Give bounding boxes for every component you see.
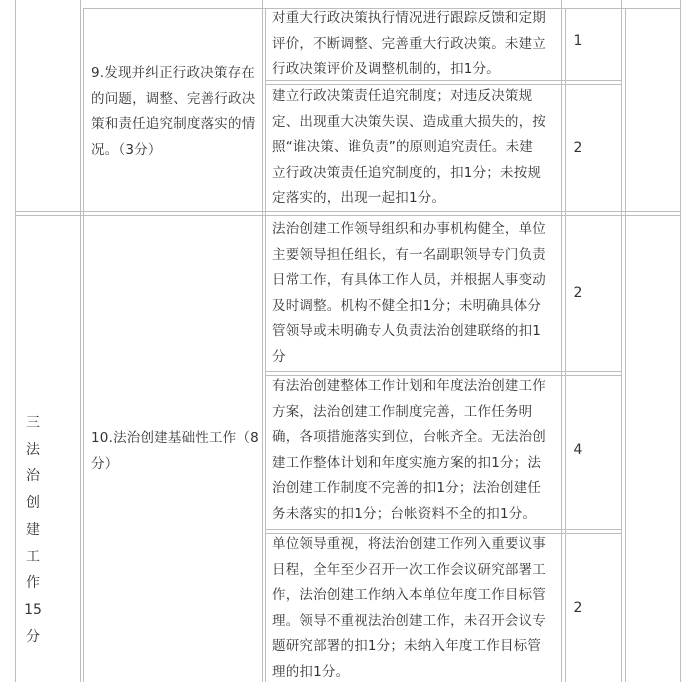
criterion-9-1: 对重大行政决策执行情况进行跟踪反馈和定期 评价，不断调整、完善重大行政决策。未建立 行政决策评价及调整机制的，扣1分。 <box>272 10 546 77</box>
grid-line <box>15 215 680 216</box>
grid-line <box>621 0 622 682</box>
grid-line <box>625 8 626 682</box>
criterion-10-2: 有法治创建整体工作计划和年度法治创建工作 方案，法治创建工作制度完善，工作任务明 确，各项措施落实到位，台帐齐全。无法治创 建工作整体计划和年度实施方案的扣1分；法 治创建工作制度不完善的扣1分；法治创建任 务未落实的扣1分；台帐资料不全的扣1分。 <box>272 378 546 522</box>
item-9-description: 9.发现并纠正行政决策存在 的问题，调整、完善行政决 策和责任追究制度落实的情 况。（3分） <box>91 65 256 158</box>
category-label: 三 法 治 创 建 工 作 15 分 <box>24 415 42 645</box>
grid-line <box>15 0 16 682</box>
score-9-1: 1 <box>573 33 583 49</box>
score-10-2: 4 <box>573 442 583 458</box>
criterion-10-1: 法治创建工作领导组织和办事机构健全，单位 主要领导担任组长，有一名副职领导专门负责 日常工作，有具体工作人员，并根据人事变动 及时调整。机构不健全扣1分；未明确具体分 管领导或未明确专人负责法治创建联络的扣1 分 <box>272 221 546 365</box>
grid-line <box>265 8 266 682</box>
score-10-3: 2 <box>573 600 583 616</box>
score-9-2: 2 <box>573 140 583 156</box>
grid-line <box>680 0 681 682</box>
grid-line <box>565 8 566 682</box>
grid-line <box>83 8 84 682</box>
grid-line <box>561 0 562 682</box>
grid-line <box>265 371 621 372</box>
grid-line <box>80 0 81 682</box>
grid-line <box>262 0 263 682</box>
criterion-10-3: 单位领导重视，将法治创建工作列入重要议事 日程，全年至少召开一次工作会议研究部署工 作，法治创建工作纳入本单位年度工作目标管 理。领导不重视法治创建工作，未召开会议专 题研究部署的扣1分；未纳入年度工作目标管 理的扣1分。 <box>272 536 546 680</box>
item-10-description: 10.法治创建基础性工作（8 分） <box>91 430 259 472</box>
criterion-9-2: 建立行政决策责任追究制度；对违反决策规 定、出现重大决策失误、造成重大损失的，按 照“谁决策、谁负责”的原则追究责任。未建 立行政决策责任追究制度的，扣1分；未按规 定落实的，出现一起扣1分。 <box>272 88 546 206</box>
grid-line <box>265 529 621 530</box>
score-10-1: 2 <box>573 285 583 301</box>
